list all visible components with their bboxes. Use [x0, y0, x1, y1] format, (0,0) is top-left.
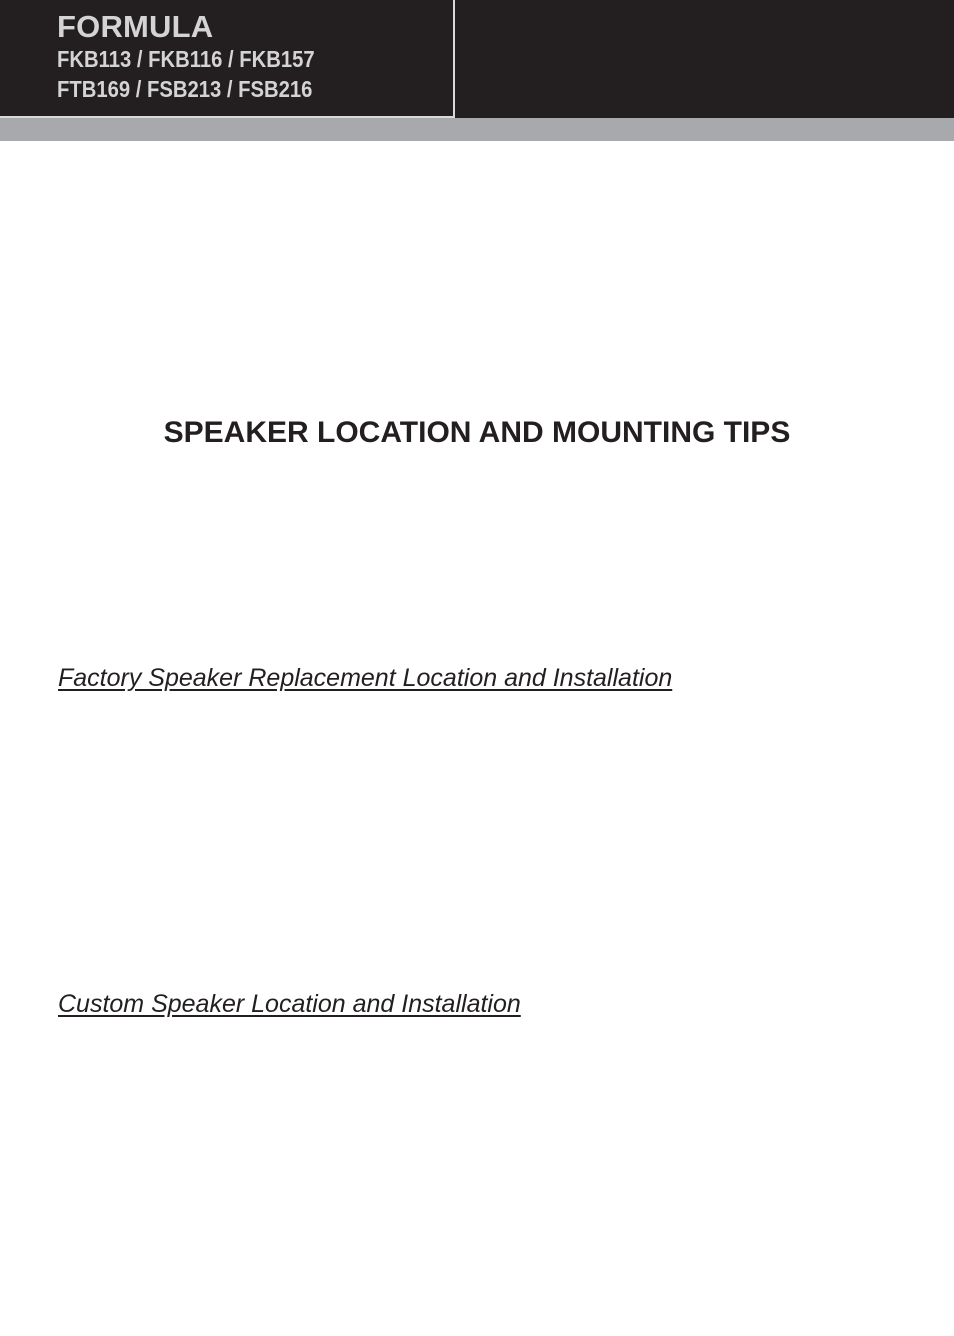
brand-name: FORMULA: [57, 9, 214, 44]
model-list-line-1: FKB113 / FKB116 / FKB157: [57, 46, 315, 72]
section-heading-factory-replacement: Factory Speaker Replacement Location and Installation: [58, 664, 673, 692]
page-title: SPEAKER LOCATION AND MOUNTING TIPS: [163, 416, 791, 449]
model-list-line-2: FTB169 / FSB213 / FSB216: [57, 76, 313, 102]
header-bar: [0, 0, 954, 118]
header-divider-band: [0, 118, 954, 141]
section-heading-custom-location: Custom Speaker Location and Installation: [58, 990, 521, 1018]
